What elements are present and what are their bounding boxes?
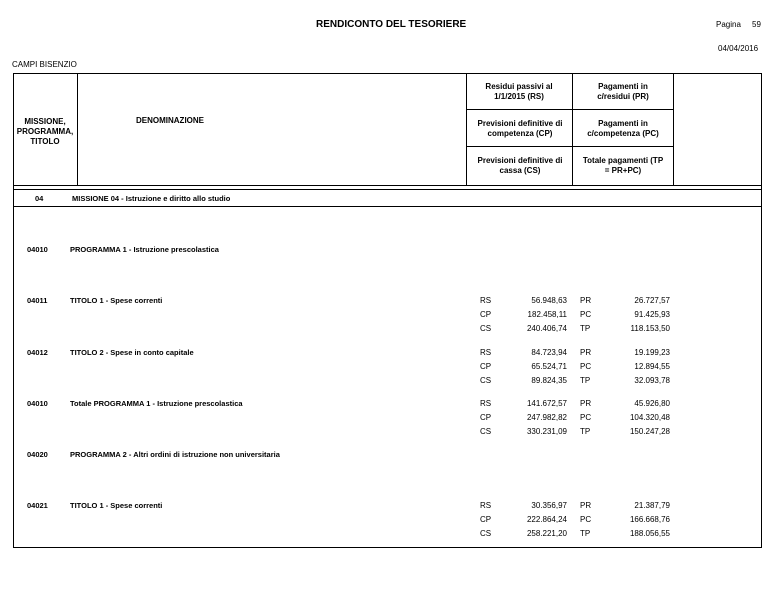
value-pc: 12.894,55 xyxy=(634,362,670,371)
value-pc: 166.668,76 xyxy=(629,515,670,524)
value-pr: 19.199,23 xyxy=(634,348,670,357)
label-pr: PR xyxy=(580,501,592,510)
row-code: 04010 xyxy=(27,245,48,254)
header-cp: Previsioni definitive di competenza (CP) xyxy=(477,119,563,138)
label-rs: RS xyxy=(480,399,492,408)
label-pr: PR xyxy=(580,399,592,408)
value-pc: 104.320,48 xyxy=(629,413,670,422)
row-code: 04011 xyxy=(27,296,48,305)
label-rs: RS xyxy=(480,296,492,305)
label-pc: PC xyxy=(580,515,592,524)
label-cp: CP xyxy=(480,413,492,422)
row-name: Totale PROGRAMMA 1 - Istruzione prescolastica xyxy=(70,399,243,408)
mission-name: MISSIONE 04 - Istruzione e diritto allo studio xyxy=(72,194,231,203)
value-cp: 247.982,82 xyxy=(526,413,567,422)
mission-code: 04 xyxy=(35,194,44,203)
header-cs: Previsioni definitive di cassa (CS) xyxy=(477,156,563,175)
report-title: RENDICONTO DEL TESORIERE xyxy=(316,19,467,30)
label-cs: CS xyxy=(480,427,492,436)
value-rs: 56.948,63 xyxy=(531,296,567,305)
row-name: PROGRAMMA 1 - Istruzione prescolastica xyxy=(70,245,219,254)
value-pr: 45.926,80 xyxy=(634,399,670,408)
value-rs: 141.672,57 xyxy=(526,399,567,408)
label-cp: CP xyxy=(480,362,492,371)
value-tp: 32.093,78 xyxy=(634,376,670,385)
label-pr: PR xyxy=(580,296,592,305)
value-cp: 222.864,24 xyxy=(526,515,567,524)
value-cp: 182.458,11 xyxy=(527,310,567,319)
value-cs: 89.824,35 xyxy=(531,376,567,385)
value-rs: 30.356,97 xyxy=(531,501,567,510)
header-pc: Pagamenti in c/competenza (PC) xyxy=(587,119,659,138)
row-name: TITOLO 2 - Spese in conto capitale xyxy=(70,348,194,357)
page-label: Pagina xyxy=(716,20,741,29)
label-cs: CS xyxy=(480,529,492,538)
label-pc: PC xyxy=(580,413,592,422)
value-cp: 65.524,71 xyxy=(531,362,567,371)
entity-name: CAMPI BISENZIO xyxy=(12,60,77,69)
label-tp: TP xyxy=(580,529,591,538)
label-cs: CS xyxy=(480,324,492,333)
label-tp: TP xyxy=(580,376,591,385)
row-code: 04020 xyxy=(27,450,48,459)
label-pc: PC xyxy=(580,310,592,319)
label-cp: CP xyxy=(480,515,492,524)
row-code: 04010 xyxy=(27,399,48,408)
label-rs: RS xyxy=(480,348,492,357)
row-name: TITOLO 1 - Spese correnti xyxy=(70,296,163,305)
label-pr: PR xyxy=(580,348,592,357)
header-pr: Pagamenti in c/residui (PR) xyxy=(597,82,649,101)
label-tp: TP xyxy=(580,427,591,436)
value-tp: 118.153,50 xyxy=(630,324,670,333)
value-tp: 150.247,28 xyxy=(629,427,670,436)
row-name: PROGRAMMA 2 - Altri ordini di istruzione non universitaria xyxy=(70,450,280,459)
row-code: 04021 xyxy=(27,501,48,510)
value-cs: 240.406,74 xyxy=(526,324,567,333)
value-rs: 84.723,94 xyxy=(531,348,567,357)
value-cs: 258.221,20 xyxy=(526,529,567,538)
value-cs: 330.231,09 xyxy=(526,427,567,436)
report-date: 04/04/2016 xyxy=(718,44,759,53)
label-rs: RS xyxy=(480,501,492,510)
row-name: TITOLO 1 - Spese correnti xyxy=(70,501,163,510)
label-tp: TP xyxy=(580,324,591,333)
page-number: 59 xyxy=(752,20,761,29)
header-code: MISSIONE, PROGRAMMA, TITOLO xyxy=(16,117,74,146)
label-pc: PC xyxy=(580,362,592,371)
header-rs: Residui passivi al 1/1/2015 (RS) xyxy=(485,82,553,101)
value-pr: 21.387,79 xyxy=(634,501,670,510)
header-name: DENOMINAZIONE xyxy=(136,116,204,125)
label-cs: CS xyxy=(480,376,492,385)
value-pc: 91.425,93 xyxy=(634,310,670,319)
label-cp: CP xyxy=(480,310,492,319)
value-pr: 26.727,57 xyxy=(634,296,670,305)
value-tp: 188.056,55 xyxy=(629,529,670,538)
row-code: 04012 xyxy=(27,348,48,357)
header-tp: Totale pagamenti (TP = PR+PC) xyxy=(582,156,664,175)
